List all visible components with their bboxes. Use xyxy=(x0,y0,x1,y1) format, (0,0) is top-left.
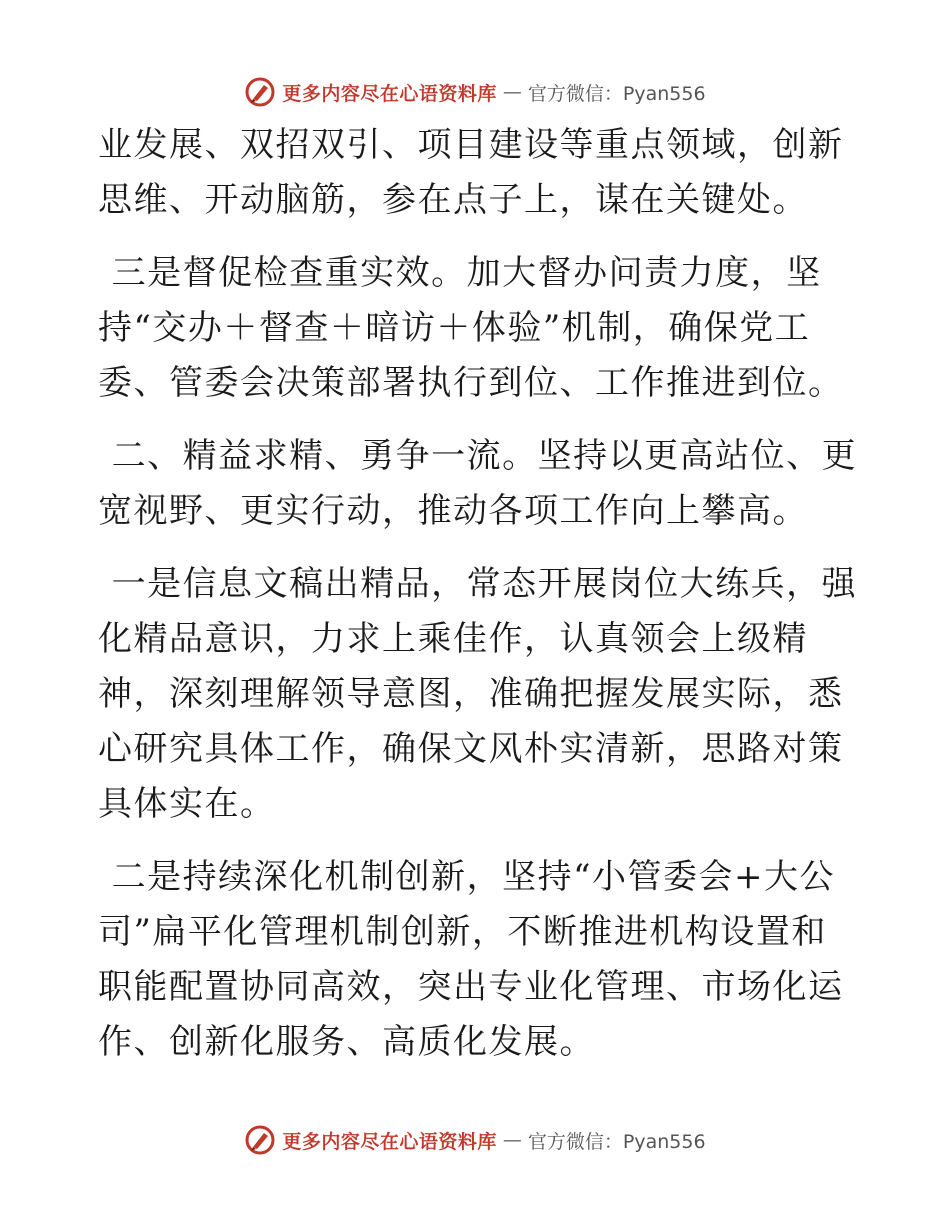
watermark-separator: — xyxy=(502,1129,522,1151)
brush-logo-icon xyxy=(244,76,276,108)
paragraph: 三是督促检查重实效。加大督办问责力度，坚持“交办＋督查＋暗访＋体验”机制，确保党工委、管委会决策部署执行到位、工作推进到位。 xyxy=(98,253,844,403)
watermark-main-text: 更多内容尽在心语资料库 xyxy=(282,1130,497,1153)
watermark-separator: — xyxy=(502,81,522,103)
document-body xyxy=(98,118,858,1088)
footer-watermark xyxy=(0,1120,950,1160)
paragraph: 二、精益求精、勇争一流。坚持以更高站位、更宽视野、更实行动，推动各项工作向上攀高。 xyxy=(98,436,858,531)
watermark-sub-text: 官方微信：Pyan556 xyxy=(527,1130,706,1153)
paragraph: 业发展、双招双引、项目建设等重点领域，创新思维、开动脑筋，参在点子上，谋在关键处。 xyxy=(98,125,844,220)
header-watermark xyxy=(0,72,950,112)
paragraph: 二是持续深化机制创新，坚持“小管委会+大公司”扁平化管理机制创新，不断推进机构设置和职能配置协同高效，突出专业化管理、市场化运作、创新化服务、高质化发展。 xyxy=(98,857,844,1062)
watermark-main-text: 更多内容尽在心语资料库 xyxy=(282,82,497,105)
watermark-sub-text: 官方微信：Pyan556 xyxy=(527,82,706,105)
paragraph: 一是信息文稿出精品，常态开展岗位大练兵，强化精品意识，力求上乘佳作，认真领会上级精神，深刻理解领导意图，准确把握发展实际，悉心研究具体工作，确保文风朴实清新，思路对策具体实在。 xyxy=(98,564,858,824)
brush-logo-icon xyxy=(244,1124,276,1156)
